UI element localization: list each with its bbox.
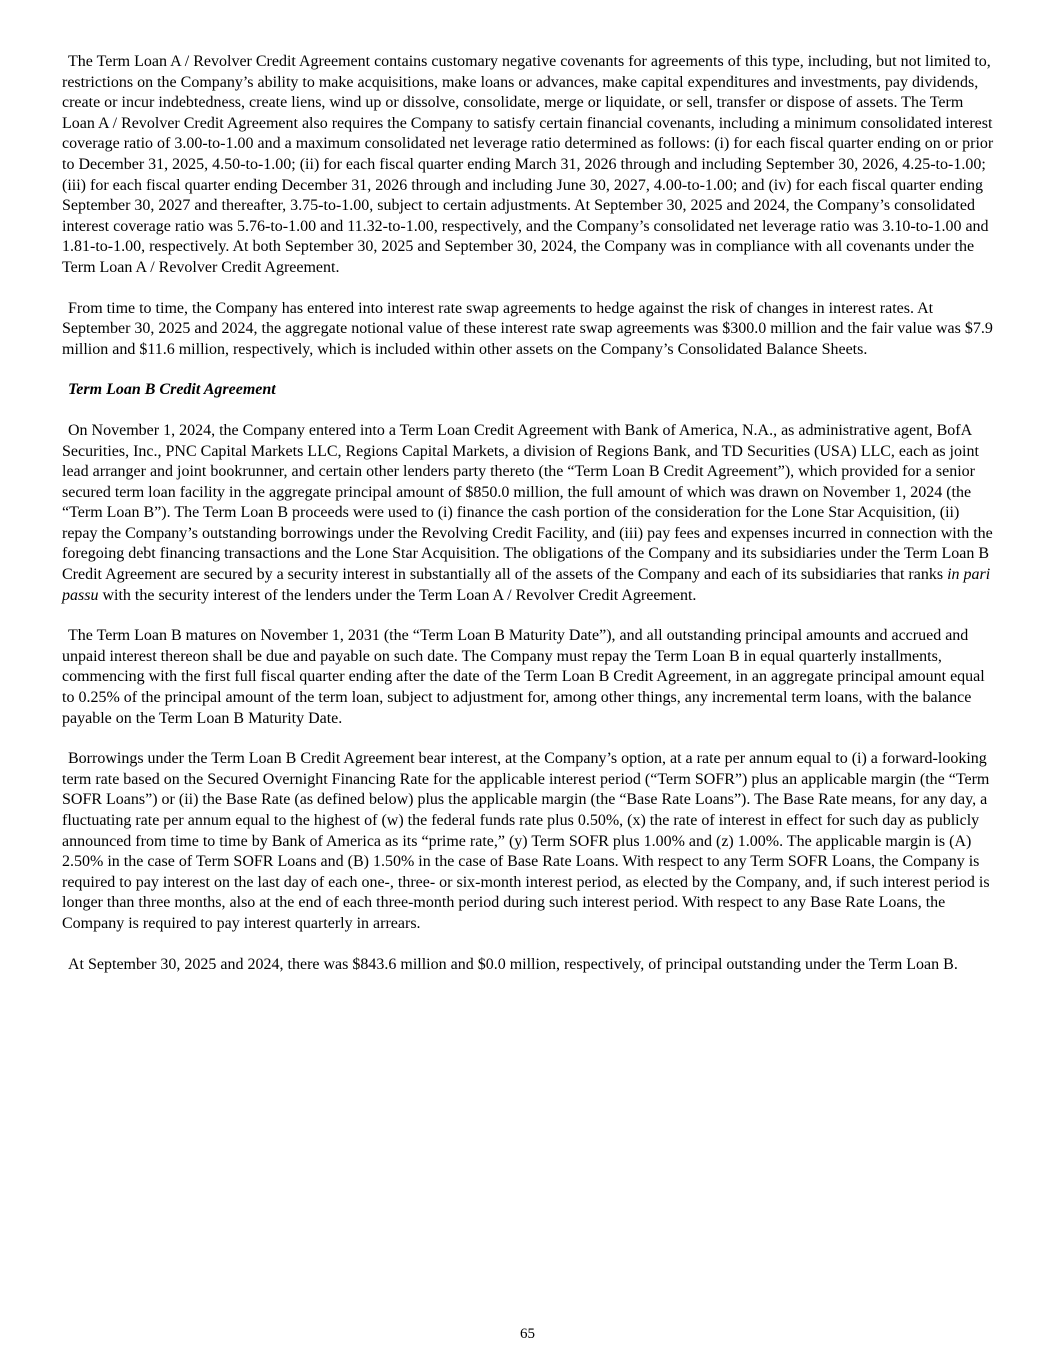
paragraph-term-loan-b-origination — [62, 421, 998, 606]
paragraph-segment-in-pari-passu: in pari passu — [62, 566, 991, 604]
paragraph-segment-pre-italic: On November 1, 2024, the Company entered into a Term Loan Credit Agreement with Bank of America, N.A., as administrative agent, BofA Securities, Inc., PNC Capital Markets LLC, Regions Capital Markets, a division of Regions Bank, and TD Securities (USA) LLC, each as joint lead arranger and joint bookrunner, and certain other lenders party thereto (the “Term Loan B Credit Agreement”), which provided for a senior secured term loan facility in the aggregate principal amount of $850.0 million, the full amount of which was drawn on November 1, 2024 (the “Term Loan B”). The Term Loan B proceeds were used to (i) finance the cash portion of the consideration for the Lone Star Acquisition, (ii) repay the Company’s outstanding borrowings under the Revolving Credit Facility, and (iii) pay fees and expenses incurred in connection with the foregoing debt financing transactions and the Lone Star Acquisition. The obligations of the Company and its subsidiaries under the Term Loan B Credit Agreement are secured by a security interest in substantially all of the assets of the Company and each of its subsidiaries that ranks — [62, 421, 993, 584]
paragraph-term-loan-b-interest-rates: Borrowings under the Term Loan B Credit Agreement bear interest, at the Company’s option, at a rate per annum equal to (i) a forward-looking term rate based on the Secured Overnight Financing Rate for the applicable interest period (“Term SOFR”) plus an applicable margin (the “Term SOFR Loans”) or (ii) the Base Rate (as defined below) plus the applicable margin (the “Base Rate Loans”). The Base Rate means, for any day, a fluctuating rate per annum equal to the highest of (w) the federal funds rate plus 0.50%, (x) the rate of interest in effect for such day as publicly announced from time to time by Bank of America as its “prime rate,” (y) Term SOFR plus 1.00% and (z) 1.00%. The applicable margin is (A) 2.50% in the case of Term SOFR Loans and (B) 1.50% in the case of Base Rate Loans. With respect to any Term SOFR Loans, the Company is required to pay interest on the last day of each one-, three- or six-month interest period, as elected by the Company, and, if such interest period is longer than three months, also at the end of each three-month period during such interest period. With respect to any Base Rate Loans, the Company is required to pay interest quarterly in arrears. — [62, 750, 990, 932]
page-number: 65 — [520, 1326, 535, 1342]
paragraph-term-loan-a-covenants: The Term Loan A / Revolver Credit Agreement contains customary negative covenants for agreements of this type, including, but not limited to, restrictions on the Company’s ability to make acquisitions, make loans or advances, make capital expenditures and investments, pay dividends, create or incur indebtedness, create liens, wind up or dissolve, consolidate, merge or liquidate, or sell, transfer or dispose of assets. The Term Loan A / Revolver Credit Agreement also requires the Company to satisfy certain financial covenants, including a minimum consolidated interest coverage ratio of 3.00-to-1.00 and a maximum consolidated net leverage ratio determined as follows: (i) for each fiscal quarter ending on or prior to December 31, 2025, 4.50-to-1.00; (ii) for each fiscal quarter ending March 31, 2026 through and including September 30, 2026, 4.25-to-1.00; (iii) for each fiscal quarter ending December 31, 2026 through and including June 30, 2027, 4.00-to-1.00; and (iv) for each fiscal quarter ending September 30, 2027 and thereafter, 3.75-to-1.00, subject to certain adjustments. At September 30, 2025 and 2024, the Company’s consolidated interest coverage ratio was 5.76-to-1.00 and 11.32-to-1.00, respectively, and the Company’s consolidated net leverage ratio was 3.10-to-1.00 and 1.81-to-1.00, respectively. At both September 30, 2025 and September 30, 2024, the Company was in compliance with all covenants under the Term Loan A / Revolver Credit Agreement. — [62, 53, 994, 276]
heading-term-loan-b-credit-agreement: Term Loan B Credit Agreement — [68, 381, 276, 399]
paragraph-principal-outstanding: At September 30, 2025 and 2024, there was $843.6 million and $0.0 million, respectively, of principal outstanding under the Term Loan B. — [68, 955, 958, 973]
paragraph-interest-rate-swaps: From time to time, the Company has entered into interest rate swap agreements to hedge against the risk of changes in interest rates. At September 30, 2025 and 2024, the aggregate notional value of these interest rate swap agreements was $300.0 million and the fair value was $7.9 million and $11.6 million, respectively, which is included within other assets on the Company’s Consolidated Balance Sheets. — [62, 299, 993, 358]
document-body — [62, 52, 998, 995]
paragraph-term-loan-b-maturity: The Term Loan B matures on November 1, 2031 (the “Term Loan B Maturity Date”), and all outstanding principal amounts and accrued and unpaid interest thereon shall be due and payable on such date. The Company must repay the Term Loan B in equal quarterly installments, commencing with the first full fiscal quarter ending after the date of the Term Loan B Credit Agreement, in an aggregate principal amount equal to 0.25% of the principal amount of the term loan, subject to adjustment for, among other things, any incremental term loans, with the balance payable on the Term Loan B Maturity Date. — [62, 627, 985, 727]
paragraph-segment-post-italic: with the security interest of the lenders under the Term Loan A / Revolver Credit Agreement. — [98, 586, 697, 604]
